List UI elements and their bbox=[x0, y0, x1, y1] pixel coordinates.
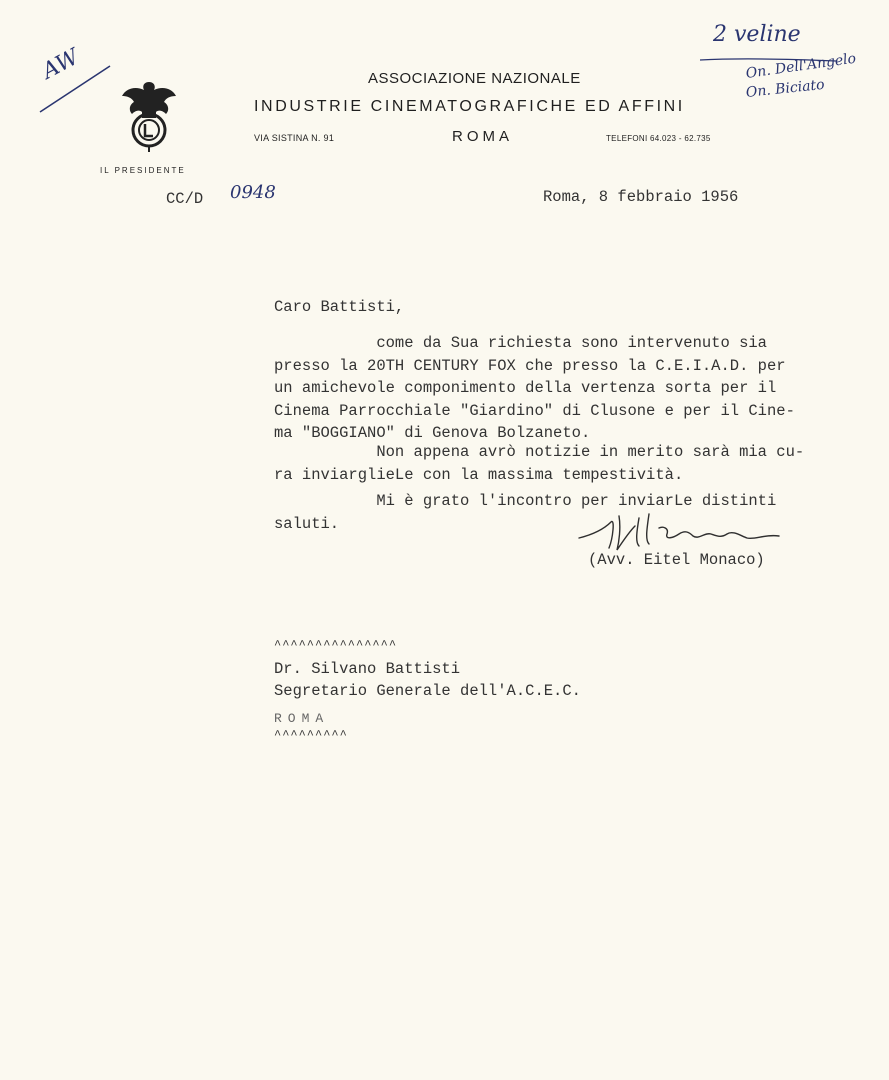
body-paragraph-2: Non appena avrò notizie in merito sarà mia cu- ra inviarglieLe con la massima tempestività. bbox=[274, 443, 805, 484]
recipient-city: ROMA bbox=[274, 711, 330, 726]
eagle-emblem-icon bbox=[118, 74, 180, 152]
letterhead-line1: ASSOCIAZIONE NAZIONALE bbox=[368, 70, 581, 87]
signatory-name: (Avv. Eitel Monaco) bbox=[588, 551, 765, 569]
letterhead-city: ROMA bbox=[452, 128, 513, 145]
letterhead-address: VIA SISTINA N. 91 bbox=[254, 133, 335, 143]
letterhead-line2: INDUSTRIE CINEMATOGRAFICHE ED AFFINI bbox=[254, 98, 685, 115]
recipient-title: Segretario Generale dell'A.C.E.C. bbox=[274, 682, 581, 700]
salutation: Caro Battisti, bbox=[274, 298, 405, 316]
protocol-number: 0948 bbox=[230, 182, 276, 203]
letter-date: Roma, 8 febbraio 1956 bbox=[543, 188, 739, 206]
handwritten-recipient-2: On. Biciato bbox=[745, 76, 826, 101]
handwritten-initials: AW bbox=[38, 44, 84, 85]
handwritten-recipient-1: On. Dell'Angelo bbox=[744, 50, 858, 82]
body-paragraph-3: Mi è grato l'incontro per inviarLe distinti saluti. bbox=[274, 492, 777, 533]
recipient-separator: ^^^^^^^^^ bbox=[274, 728, 348, 742]
initials-strike-icon bbox=[36, 48, 116, 118]
separator-line: ^^^^^^^^^^^^^^^ bbox=[274, 638, 398, 652]
letterhead-role: IL PRESIDENTE bbox=[100, 166, 186, 175]
recipient-name: Dr. Silvano Battisti bbox=[274, 660, 461, 678]
body-paragraph-1: come da Sua richiesta sono intervenuto sia presso la 20TH CENTURY FOX che presso la C.E.I.A.D. per un amichevole componimento della vertenza sorta per il Cinema Parrocchiale "Giardino" di Clusone e per il Cine- ma "BOGGIANO" di Genova Bolzaneto. bbox=[274, 334, 795, 442]
letterhead-phones: TELEFONI 64.023 - 62.735 bbox=[606, 134, 711, 143]
handwritten-copies-note: 2 veline bbox=[713, 22, 801, 47]
protocol-label: CC/D bbox=[166, 190, 204, 208]
